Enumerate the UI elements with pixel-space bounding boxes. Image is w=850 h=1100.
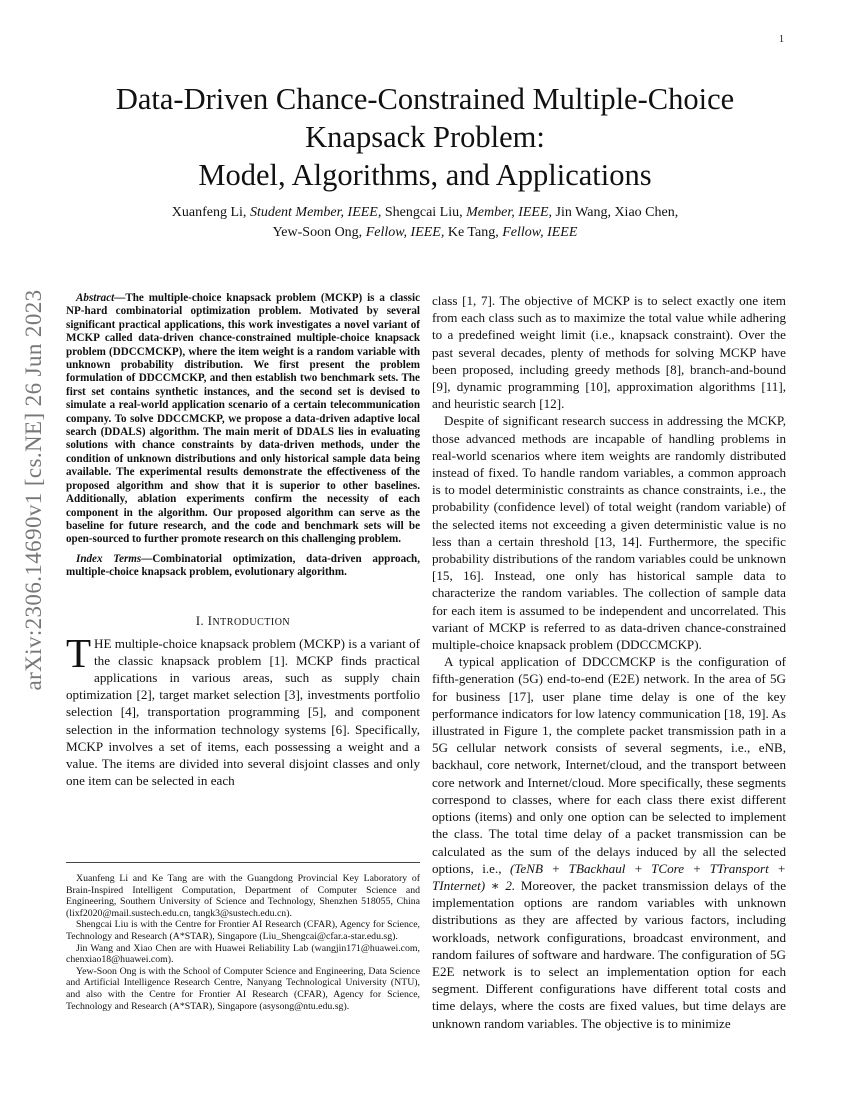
title-line-1: Data-Driven Chance-Constrained Multiple-Choice xyxy=(115,82,735,116)
intro-text: HE multiple-choice knapsack problem (MCKP) is a variant of the classic knapsack problem [1]. MCKP finds practical applications in various areas, such as supply chain optimization [2], target market selection [3], investments portfolio selection [4], transportation programming [5], and component selection in the information technology systems [6]. Specifically, MCKP involves a set of items, each possessing a weight and a value. The items are divided into several disjoint classes and only one item can be selected in each xyxy=(66,635,420,789)
delay-equation: (TeNB + TBackhaul + TCore + TTransport + TInternet) ∗ 2. xyxy=(432,860,786,893)
abstract-text: —The multiple-choice knapsack problem (MCKP) is a classic NP-hard combinatorial optimization problem. Motivated by several significant practical applications, this work investigates a novel variant of MCKP called data-driven chance-constrained multiple-choice knapsack problem (DDCCMCKP), where the item weight is a random variable with unknown probability distribution. We first present the problem formulation of DDCCMCKP, and then establish two benchmark sets. The first set contains synthetic instances, and the second set is devised to simulate a real-world application scenario of a certain telecommunication company. To solve DDCCMCKP, we propose a data-driven adaptive local search (DDALS) algorithm. The main merit of DDALS lies in evaluating solutions with chance constraints by data-driven methods, under the condition of unknown distributions and only historical sample data being available. The experimental results demonstrate the effectiveness of the proposed algorithm and show that it is superior to other baselines. Additionally, ablation experiments confirm the necessity of each component in the algorithm. Our proposed algorithm can serve as the baseline for future research, and the code and benchmark sets will be open-sourced to further promote research on this challenging problem. xyxy=(66,292,420,546)
body-paragraph-3-text: A typical application of DDCCMCKP is the configuration of fifth-generation (5G) end-to-end (E2E) network. In the area of 5G for business [17], user plane time delay is one of the key performance indicators for low latency communication [18, 19]. As illustrated in Figure 1, the complete packet transmission path in a 5G cellular network consists of several segments, i.e., eNB, backhaul, core network, Internet/cloud, and the transport between core network and Internet/cloud. More specifically, these segments correspond to classes, where for each class there exist different options (items) and only one option can be selected to implement the class. The total time delay of a packet transmission can be calculated as the sum of the delays induced by all the selected options, i.e., xyxy=(432,654,786,876)
index-terms-text: —Combinatorial optimization, data-driven approach, multiple-choice knapsack problem, evolutionary algorithm. xyxy=(66,552,421,579)
author-role: Fellow, IEEE xyxy=(502,225,578,240)
footnote-affiliation-2: Shengcai Liu is with the Centre for Frontier AI Research (CFAR), Agency for Science, Technology and Research (A*STAR), Singapore (Liu_Shengcai@cfar.a-star.edu.sg). xyxy=(66,919,420,942)
title-line-2: Knapsack Problem: xyxy=(305,120,545,154)
abstract-label: Abstract xyxy=(76,292,115,304)
footnote-affiliation-3: Jin Wang and Xiao Chen are with Huawei Reliability Lab (wangjin171@huawei.com, chenxiao18@huawei.com). xyxy=(66,942,420,966)
body-paragraph-3-cont: Moreover, the packet transmission delays of the implementation options are random variables with unknown distributions as they are affected by various factors, including workloads, network configurations, broadcast environment, and random failures of software and hardware. The configuration of 5G E2E network is to select an implementation option for each segment. Different configurations have different total costs and time delays, where the costs are fixed values, but time delays are unknown random variables. The objective is to minimize xyxy=(432,877,787,1031)
paper-title xyxy=(70,80,780,194)
footnote-affiliation-1: Xuanfeng Li and Ke Tang are with the Guangdong Provincial Key Laboratory of Brain-Inspired Intelligent Computation, Department of Computer Science and Engineering, Southern University of Science and Technology, Shenzhen 518055, China (lixf2020@mail.sustech.edu.cn, tangk3@sustech.edu.cn). xyxy=(66,873,420,919)
section-first-letter: I xyxy=(207,613,213,628)
author-line-1 xyxy=(70,203,780,223)
body-paragraph-2: Despite of significant research success in addressing the MCKP, those advanced methods are incapable of handling problems in real-world scenarios where item weights are randomly distributed instead of fixed. To handle random variables, a common approach is to model deterministic constraints as chance constraints, i.e., the probability (confidence level) of total weight (random variable) of the selected items not exceeding a given deterministic value is no less than a certain threshold [13, 14]. Furthermore, the specific probability distributions of the random variables could be unknown [15, 16]. Instead, one only has historical sample data to characterize the random variables. The collection of sample data for each item is assumed to be independent and uncorrelated. This variant of MCKP is referred to as data-driven chance-constrained multiple-choice knapsack problem (DDCCMCKP). xyxy=(432,413,786,653)
author-name: Ke Tang, xyxy=(447,225,499,240)
section-heading xyxy=(66,614,420,629)
body-paragraph-1: class [1, 7]. The objective of MCKP is to select exactly one item from each class such as to maximize the total value while adhering to a predefined weight limit (i.e., knapsack constraint). Over the past several decades, plenty of methods for solving MCKP have been proposed, including greedy methods [8], branch-and-bound [9], dynamic programming [10], approximation algorithms [11], and heuristic search [12]. xyxy=(432,293,786,412)
section-rest: NTRODUCTION xyxy=(212,616,291,628)
section-numeral: I. xyxy=(195,613,205,628)
index-terms-label: Index Terms xyxy=(76,552,142,565)
right-column xyxy=(432,292,786,1032)
title-line-3: Model, Algorithms, and Applications xyxy=(198,158,652,192)
footnotes xyxy=(66,862,420,1012)
arxiv-sidebar xyxy=(14,289,54,691)
drop-cap: T xyxy=(66,629,92,676)
arxiv-stamp: arXiv:2306.14690v1 [cs.NE] 26 Jun 2023 xyxy=(21,289,46,691)
body-paragraph-3 xyxy=(432,653,786,1031)
page-number: 1 xyxy=(779,34,784,45)
author-name: Jin Wang, Xiao Chen, xyxy=(555,205,679,220)
author-name: Xuanfeng Li, xyxy=(171,205,247,220)
footnote-affiliation-4: Yew-Soon Ong is with the School of Computer Science and Engineering, Data Science and Artificial Intelligence Research Centre, Nanyang Technological University (NTU), and also with the Centre for Frontier AI Research (CFAR), Agency for Science, Technology and Research (A*STAR), Singapore (asysong@ntu.edu.sg). xyxy=(66,965,420,1012)
author-line-2 xyxy=(70,223,780,243)
author-role: Fellow, IEEE, xyxy=(365,225,445,240)
author-role: Student Member, IEEE, xyxy=(249,205,382,220)
author-name: Shengcai Liu, xyxy=(384,205,463,220)
index-terms xyxy=(66,553,420,580)
author-role: Member, IEEE, xyxy=(466,205,553,220)
left-column xyxy=(66,292,420,789)
author-name: Yew-Soon Ong, xyxy=(272,225,363,240)
intro-paragraph xyxy=(66,629,420,790)
abstract xyxy=(66,292,420,547)
author-list xyxy=(70,203,780,243)
